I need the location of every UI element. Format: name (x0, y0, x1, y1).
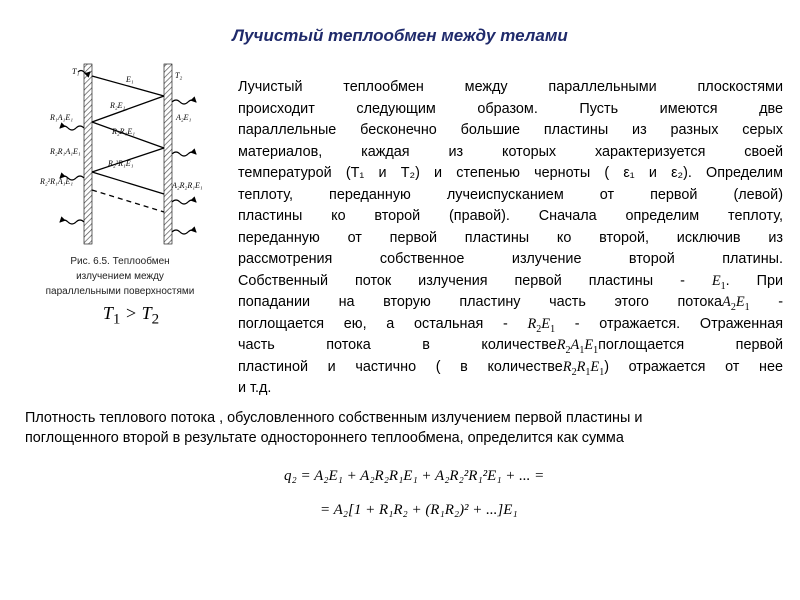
formula-line-1: q₂ = A₂E₁ + A₂R₂R₁E₁ + A₂R₂²R₁²E₁ + ... = (284, 468, 545, 484)
label-r2sq-r1a1e1: R₂²R₁A₁E₁ (40, 177, 74, 186)
p1-line-12: поглощается ею, а остальная - $R_2E_1$ - отражается. Отраженная (238, 315, 783, 335)
p1-line-4: материалов, каждая из которых характеризуется своей (238, 143, 783, 160)
wave-r1a1e1 (60, 126, 84, 130)
wave-a2r2r1e1 (172, 152, 196, 156)
temperature-relation: $T_1 > T_2$ (102, 303, 160, 328)
label-r1a1e1: R₁A₁E₁ (50, 113, 74, 122)
label-r2sq-r1e1: R₂²R₁E₁ (108, 159, 134, 168)
wave-out-3 (172, 230, 196, 234)
p1-line-2: происходит следующим образом. Пусть имеются две (238, 100, 783, 117)
wave-a2e1 (172, 100, 196, 104)
p1-line-10: Собственный поток излучения первой пластины - $E_1$. При (238, 272, 783, 292)
caption-line-2: излучением между (76, 271, 164, 282)
label-t2: T₂ (175, 71, 183, 80)
ray-next (92, 172, 164, 194)
p1-line-8: переданную от первой пластины ко второй, исключив из (238, 229, 783, 246)
p1-line-13: часть потока в $количествеR_2A_1E_1поглощается$ первой (238, 337, 783, 356)
p1-line-3: параллельные бесконечно большие пластины из разных серых (238, 122, 783, 138)
paragraph-1 (238, 77, 783, 400)
p2-line-1: Плотность теплового потока , обусловленного собственным излучением первой пластины и (25, 410, 643, 426)
ray-dashed (92, 190, 164, 212)
radiation-exchange-figure (38, 62, 228, 250)
figure-caption (30, 254, 210, 299)
p1-line-6: теплоту, переданную лучеиспусканием от первой (левой) (238, 186, 783, 203)
label-r2r1e1: R₂R₁E₁ (112, 127, 136, 136)
label-e1: E₁ (126, 75, 134, 84)
caption-line-3: параллельными поверхностями (45, 286, 195, 297)
right-plate (164, 64, 172, 244)
ray-r2e1 (92, 96, 164, 122)
heat-flux-formula (280, 458, 620, 528)
left-plate (84, 64, 92, 244)
p1-line-1: Лучистый теплообмен между параллельными плоскостями (238, 79, 783, 95)
p1-line-5: температурой (Т₁ и Т₂) и степенью черноты ( ε₁ и ε₂). Определим (238, 165, 783, 181)
wave-out-1 (172, 200, 196, 204)
p1-line-15: и т.д. (238, 380, 272, 396)
label-a2e1: A₂E₁ (176, 113, 192, 122)
label-a2r2r1e1: A₂R₂R₁E₁ (172, 181, 203, 190)
label-r2e1: R₂E₁ (110, 101, 126, 110)
p2-line-2: поглощенного второй в результате одностороннего теплообмена, определится как сумма (25, 430, 624, 446)
formula-line-2: = A₂[1 + R₁R₂ + (R₁R₂)² + ...]E₁ (320, 502, 518, 518)
wave-out-2 (60, 220, 84, 224)
label-r2r1a1e1: R₂R₁A₁E₁ (50, 147, 81, 156)
page-title: Лучистый теплообмен между телами (232, 26, 568, 45)
p1-line-9: рассмотрения собственное излучение второй платины. (238, 251, 783, 267)
p1-line-14: пластиной и частично ( в $количествеR_2R_1E_1$) отражается от нее (238, 358, 783, 378)
paragraph-2 (25, 408, 785, 448)
p1-line-11: попадании на вторую пластину часть этого $потокаA_2E_1$ - (238, 294, 783, 313)
label-t1: T₁ (72, 67, 80, 76)
p1-line-7: пластины ко второй (правой). Сначала определим теплоту, (238, 208, 783, 224)
caption-line-1: Рис. 6.5. Теплообмен (70, 256, 170, 267)
